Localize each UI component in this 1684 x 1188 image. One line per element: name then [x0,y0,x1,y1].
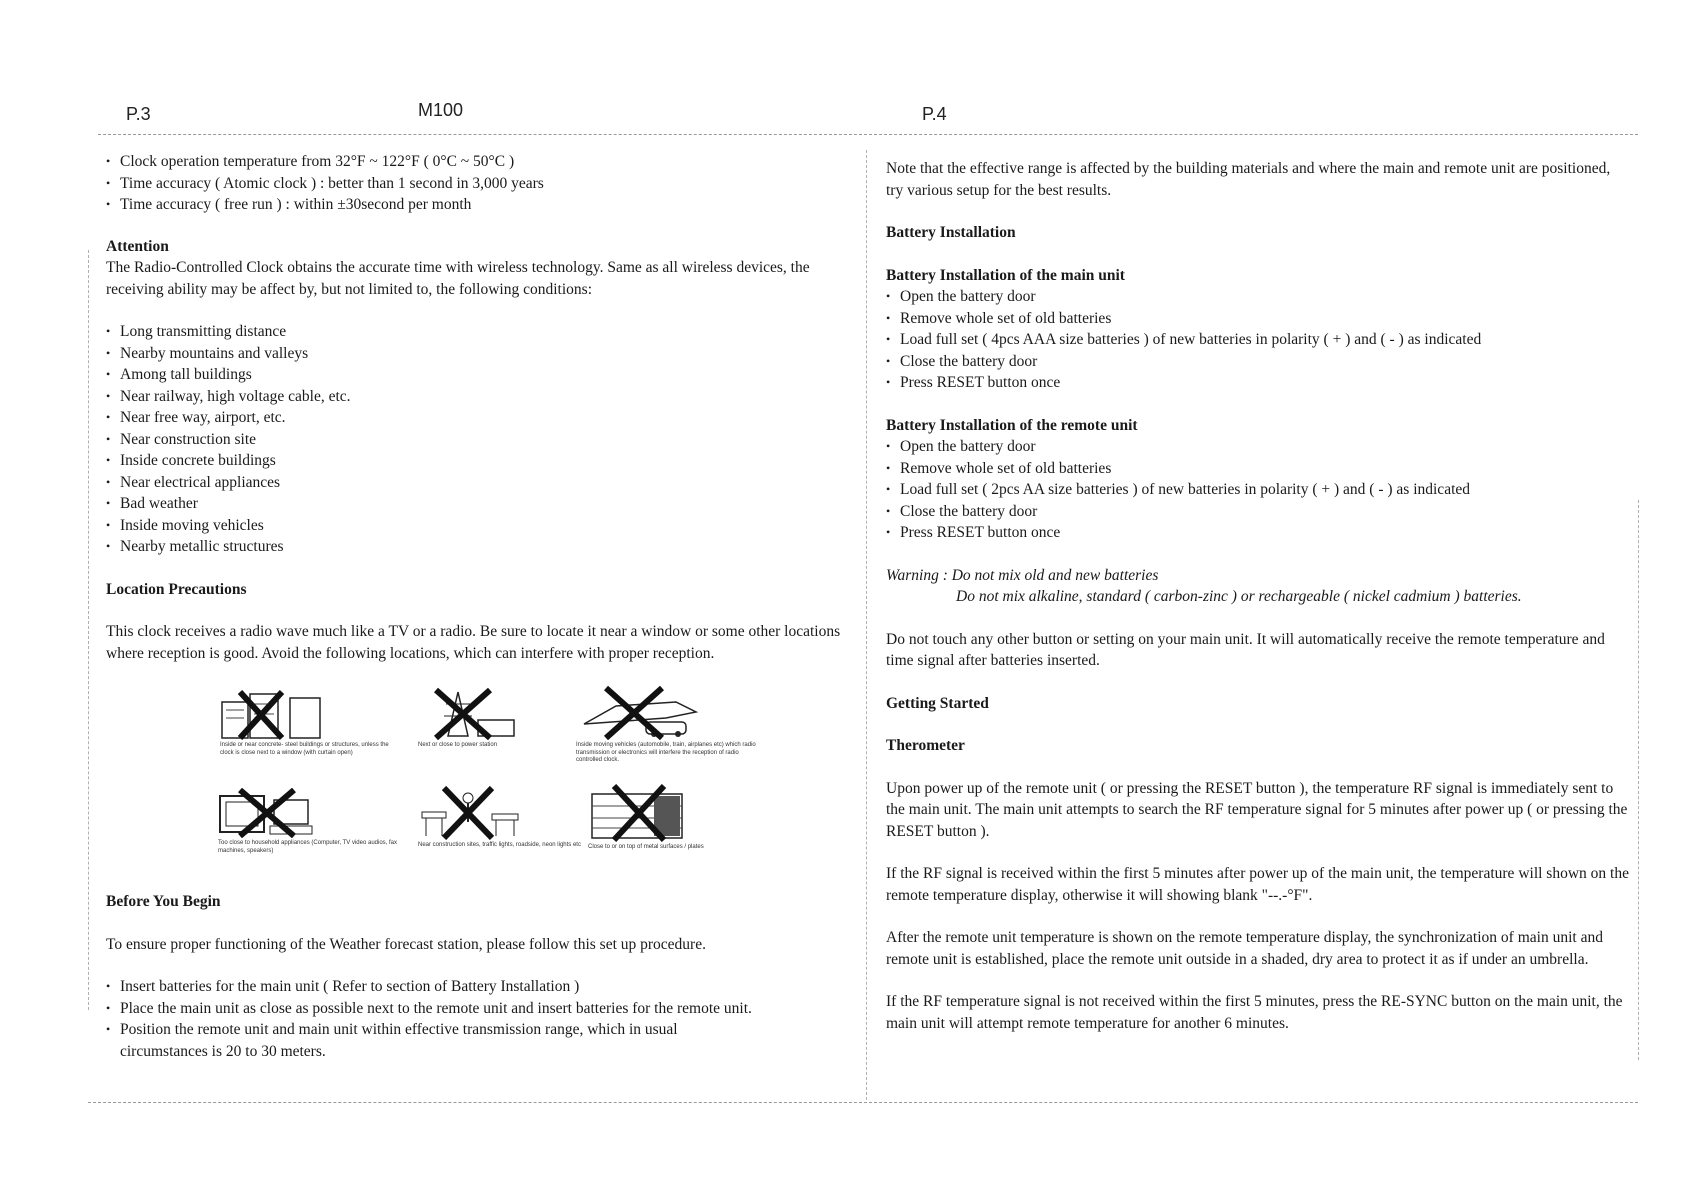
figure-moving-vehicles [576,684,756,765]
list-item: • Open the battery door [886,436,1630,458]
location-heading: Location Precautions [106,580,247,598]
right-margin-line [1638,500,1639,1060]
figure-power-station [418,686,598,750]
setup-steps-list [106,976,858,1062]
figure-metal-surfaces [588,784,768,852]
model-name: M100 [418,100,464,120]
touch-note: Do not touch any other button or setting on your main unit. It will automatically receive the remote temperature and time signal after batteries inserted. [886,630,1605,669]
figure-caption: Inside moving vehicles (automobile, train, airplanes etc) which radio transmission or electronics will interfere the reception of radio controlled clock. [576,742,756,763]
list-item: • Bad weather [106,493,858,515]
page-divider [866,150,867,1100]
list-item: • Long transmitting distance [106,321,858,343]
metal-surfaces-icon [588,784,698,842]
list-item: • Remove whole set of old batteries [886,458,1630,480]
thermometer-paragraph-3: After the remote unit temperature is shown on the remote temperature display, the synchronization of main unit and remote unit is established, place the remote unit outside in a shaded, dry area to protect it as if under an umbrella. [886,929,1603,968]
list-item: • Press RESET button once [886,522,1630,544]
list-item: • Time accuracy ( Atomic clock ) : better than 1 second in 3,000 years [106,173,858,195]
list-item: • Press RESET button once [886,372,1630,394]
list-item: • Place the main unit as close as possible next to the remote unit and insert batteries for the remote unit. [106,998,858,1020]
thermometer-paragraph-1: Upon power up of the remote unit ( or pressing the RESET button ), the temperature RF signal is immediately sent to the main unit. The main unit attempts to search the RF temperature signal for 5 minutes after power up ( or pressing the RESET button ). [886,779,1628,840]
household-appliances-icon [218,788,328,838]
before-begin-text: To ensure proper functioning of the Weather forecast station, please follow this set up procedure. [106,935,706,953]
location-text: This clock receives a radio wave much like a TV or a radio. Be sure to locate it near a window or some other locations where reception is good. Avoid the following locations, which can interfere with proper reception. [106,623,841,662]
left-page [106,151,858,664]
figure-caption: Close to or on top of metal surfaces / plates [588,844,704,850]
list-item: • Near railway, high voltage cable, etc. [106,386,858,408]
list-item: • Load full set ( 2pcs AA size batteries ) of new batteries in polarity ( + ) and ( - ) as indicated [886,479,1630,501]
left-page-number: P.3 [126,104,151,124]
location-figures [218,690,778,890]
list-item: • Clock operation temperature from 32°F ~ 122°F ( 0°C ~ 50°C ) [106,151,858,173]
list-item: • Among tall buildings [106,364,858,386]
battery-installation-heading: Battery Installation [886,224,1016,241]
figure-construction-site [418,784,598,850]
main-unit-steps [886,286,1630,394]
thermometer-paragraph-4: If the RF temperature signal is not received within the first 5 minutes, press the RE-SYNC button on the main unit, the main unit will attempt remote temperature for another 6 minutes. [886,993,1623,1032]
figure-caption: Near construction sites, traffic lights, roadside, neon lights etc [418,842,581,848]
main-unit-heading: Battery Installation of the main unit [886,266,1125,284]
thermometer-paragraph-2: If the RF signal is received within the first 5 minutes after power up of the main unit, the temperature will shown on the remote temperature display, otherwise it will showing blank "--.-°F". [886,865,1629,904]
list-item: • Insert batteries for the main unit ( Refer to section of Battery Installation ) [106,976,858,998]
figure-household-appliances [218,788,398,855]
list-item: • Near construction site [106,429,858,451]
list-item: • Load full set ( 4pcs AAA size batteries ) of new batteries in polarity ( + ) and ( - ) as indicated [886,329,1630,351]
concrete-buildings-icon [220,690,330,740]
before-begin-heading: Before You Begin [106,893,221,910]
bottom-rule [88,1102,1638,1103]
thermometer-heading: Therometer [886,737,965,754]
power-station-icon [418,686,528,740]
figure-caption: Inside or near concrete- steel buildings or structures, unless the clock is close next to a window (with curtain open) [220,742,389,756]
list-item: • Time accuracy ( free run ) : within ±30second per month [106,194,858,216]
conditions-list [106,321,858,558]
right-page [886,158,1630,1034]
top-rule [98,134,1638,135]
list-item: • Close the battery door [886,501,1630,523]
attention-text: The Radio-Controlled Clock obtains the accurate time with wireless technology. Same as all wireless devices, the receiving ability may be affect by, but not limited to, the following conditions: [106,259,810,298]
list-item: • Close the battery door [886,351,1630,373]
figure-caption: Too close to household appliances (Computer, TV video audios, fax machines, speakers) [218,840,397,854]
figure-caption: Next or close to power station [418,742,498,748]
list-item: • Nearby metallic structures [106,536,858,558]
remote-unit-heading: Battery Installation of the remote unit [886,416,1138,434]
list-item: • Near free way, airport, etc. [106,407,858,429]
warning-line-1: Warning : Do not mix old and new batteries [886,566,1159,584]
spec-list [106,151,858,216]
remote-unit-steps [886,436,1630,544]
list-item: • Position the remote unit and main unit within effective transmission range, which in usual circumstances is 20 to 30 meters. [106,1019,858,1062]
getting-started-heading: Getting Started [886,694,989,712]
left-page-bottom [106,891,858,1062]
list-item: • Open the battery door [886,286,1630,308]
construction-site-icon [418,784,528,840]
list-item: • Remove whole set of old batteries [886,308,1630,330]
range-note: Note that the effective range is affected by the building materials and where the main and remote unit are positioned, try various setup for the best results. [886,160,1611,199]
moving-vehicles-icon [576,684,706,740]
list-item: • Near electrical appliances [106,472,858,494]
warning-line-2: Do not mix alkaline, standard ( carbon-zinc ) or rechargeable ( nickel cadmium ) batteries. [956,588,1522,605]
list-item: • Inside moving vehicles [106,515,858,537]
figure-concrete-buildings [220,690,400,757]
list-item: • Inside concrete buildings [106,450,858,472]
right-page-number: P.4 [922,104,947,124]
left-margin-line [88,250,89,1010]
attention-heading: Attention [106,237,169,255]
list-item: • Nearby mountains and valleys [106,343,858,365]
